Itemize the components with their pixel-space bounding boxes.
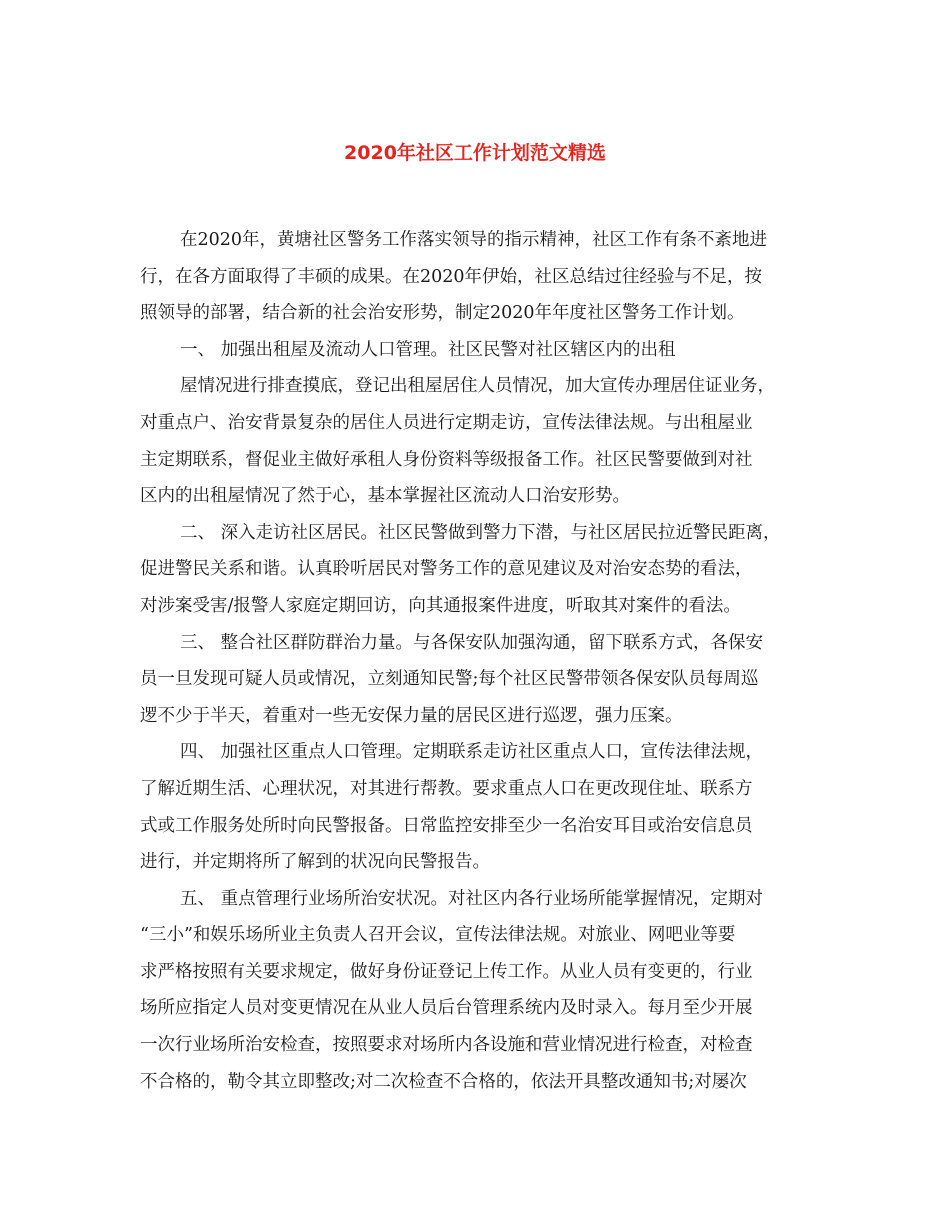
text-line: 四、 加强社区重点人口管理。定期联系走访社区重点人口，宣传法律法规， — [180, 742, 764, 763]
text-line: 照领导的部署，结合新的社会治安形势，制定2020年年度社区警务工作计划。 — [140, 303, 745, 324]
text-line: 逻不少于半天，着重对一些无安保力量的居民区进行巡逻，强力压案。 — [140, 705, 683, 726]
text-line: 不合格的，勒令其立即整改;对二次检查不合格的，依法开具整改通知书;对屡次 — [140, 1071, 747, 1092]
text-line: 式或工作服务处所时向民警报备。日常监控安排至少一名治安耳目或治安信息员 — [140, 815, 753, 836]
text-line: 求严格按照有关要求规定，做好身份证登记上传工作。从业人员有变更的，行业 — [140, 961, 753, 982]
text-line: 五、 重点管理行业场所治安状况。对社区内各行业场所能掌握情况，定期对 — [180, 888, 764, 909]
text-line: 了解近期生活、心理状况，对其进行帮教。要求重点人口在更改现住址、联系方 — [140, 778, 753, 799]
text-line: 行，在各方面取得了丰硕的成果。在2020年伊始，社区总结过往经验与不足，按 — [140, 266, 763, 287]
text-line: 对涉案受害/报警人家庭定期回访，向其通报案件进度，听取其对案件的看法。 — [140, 595, 741, 616]
text-line: 对重点户、治安背景复杂的居住人员进行定期走访，宣传法律法规。与出租屋业 — [140, 412, 753, 433]
text-line: 进行，并定期将所了解到的状况向民警报告。 — [140, 852, 490, 873]
text-line: 三、 整合社区群防群治力量。与各保安队加强沟通，留下联系方式，各保安 — [180, 632, 764, 653]
text-line: “三小”和娱乐场所业主负责人召开会议，宣传法律法规。对旅业、网吧业等要 — [140, 925, 736, 946]
text-line: 在2020年，黄塘社区警务工作落实领导的指示精神，社区工作有条不紊地进 — [180, 230, 768, 250]
text-line: 一次行业场所治安检查，按照要求对场所内各设施和营业情况进行检查，对检查 — [140, 1035, 753, 1056]
text-line: 二、 深入走访社区居民。社区民警做到警力下潜，与社区居民拉近警民距离， — [180, 522, 781, 543]
text-line: 场所应指定人员对变更情况在从业人员后台管理系统内及时录入。每月至少开展 — [140, 998, 753, 1019]
text-line: 屋情况进行排查摸底，登记出租屋居住人员情况，加大宣传办理居住证业务， — [180, 376, 775, 397]
text-line: 主定期联系，督促业主做好承租人身份资料等级报备工作。社区民警要做到对社 — [140, 449, 753, 470]
text-line: 员一旦发现可疑人员或情况，立刻通知民警;每个社区民警带领各保安队员每周巡 — [140, 669, 759, 690]
document-body — [140, 222, 816, 1100]
text-line: 区内的出租屋情况了然于心，基本掌握社区流动人口治安形势。 — [140, 486, 630, 507]
text-line: 一、 加强出租屋及流动人口管理。社区民警对社区辖区内的出租 — [180, 339, 676, 360]
text-line: 促进警民关系和谐。认真聆听居民对警务工作的意见建议及对治安态势的看法， — [140, 559, 753, 580]
document-title: 2020年社区工作计划范文精选 — [344, 142, 606, 164]
